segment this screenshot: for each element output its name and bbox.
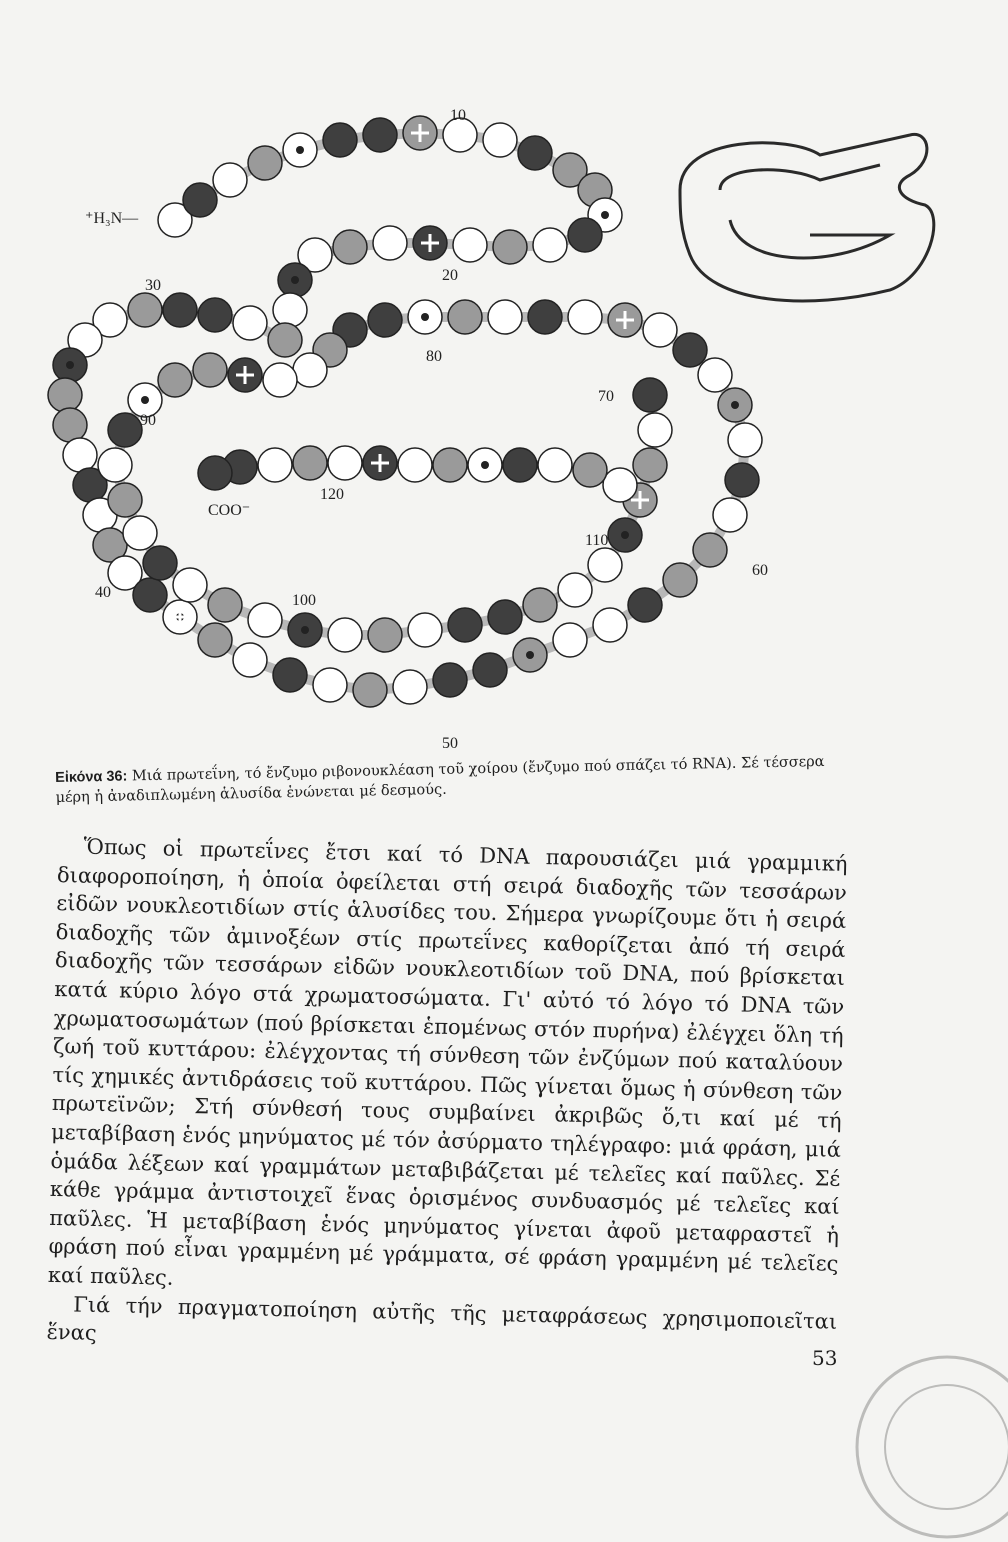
label-30: 30 [145, 277, 161, 294]
amino-acid-bead [273, 293, 307, 327]
amino-acid-bead [558, 573, 592, 607]
bead-dot-marker [481, 461, 489, 469]
amino-acid-bead [128, 293, 162, 327]
amino-acid-bead [183, 183, 217, 217]
label-90: 90 [140, 412, 156, 429]
amino-acid-bead [473, 653, 507, 687]
amino-acid-bead [198, 456, 232, 490]
amino-acid-bead [368, 618, 402, 652]
amino-acid-bead [728, 423, 762, 457]
bead-dot-marker [296, 146, 304, 154]
ribonuclease-figure [30, 95, 960, 775]
bead-dot-marker [421, 313, 429, 321]
label-20: 20 [442, 267, 458, 284]
label-80: 80 [426, 348, 442, 365]
label-50: 50 [442, 735, 458, 752]
amino-acid-bead [333, 230, 367, 264]
amino-acid-bead [538, 448, 572, 482]
amino-acid-bead [698, 358, 732, 392]
amino-acid-bead [638, 413, 672, 447]
bead-dot-marker [301, 626, 309, 634]
amino-acid-bead [633, 378, 667, 412]
amino-acid-bead [258, 448, 292, 482]
bead-dot-marker [601, 211, 609, 219]
amino-acid-bead [693, 533, 727, 567]
amino-acid-bead [248, 146, 282, 180]
amino-acid-bead [263, 363, 297, 397]
amino-acid-bead [488, 300, 522, 334]
amino-acid-bead [193, 353, 227, 387]
amino-acid-bead [568, 300, 602, 334]
amino-acid-bead [725, 463, 759, 497]
amino-acid-bead [98, 448, 132, 482]
amino-acid-bead [53, 408, 87, 442]
amino-acid-bead [293, 353, 327, 387]
caption-text: Μιά πρωτεΐνη, τό ἔνζυμο ριβονουκλέαση τοῦ χοίρου (ἔνζυμο πού σπάζει τό RNA). Σέ τέσσερα μέρη ἡ ἀναδιπλωμένη ἁλυσίδα ἑνώνεται μέ δεσμούς. [55, 753, 825, 806]
label-110: 110 [585, 532, 609, 549]
amino-acid-bead [368, 303, 402, 337]
amino-acid-bead [398, 448, 432, 482]
label-40: 40 [95, 584, 111, 601]
amino-acid-bead [123, 516, 157, 550]
amino-acid-bead [273, 658, 307, 692]
amino-acid-bead [328, 618, 362, 652]
amino-acid-bead [233, 643, 267, 677]
amino-acid-bead [628, 588, 662, 622]
amino-acid-bead [448, 608, 482, 642]
fold-sketch-outline [680, 134, 934, 301]
amino-acid-bead [213, 163, 247, 197]
amino-acid-bead [108, 413, 142, 447]
amino-acid-bead [163, 293, 197, 327]
amino-acid-bead [483, 123, 517, 157]
bead-dot-marker [141, 396, 149, 404]
amino-acid-bead [363, 118, 397, 152]
amino-acid-bead [663, 563, 697, 597]
label-60: 60 [752, 562, 768, 579]
amino-acid-bead [643, 313, 677, 347]
amino-acid-bead [198, 298, 232, 332]
amino-acid-bead [493, 230, 527, 264]
paragraph-2: Γιά τήν πραγματοποίηση αὐτῆς τῆς μεταφράσεως χρησιμοποιεῖται ἕνας [46, 1291, 838, 1346]
amino-acid-bead [528, 300, 562, 334]
paragraph-1: Ὅπως οἱ πρωτεΐνες ἔτσι καί τό DNA παρουσιάζει μιά γραμμική διαφοροποίηση, ἡ ὁποία ὀφείλεται στή σειρά διαδοχῆς τῶν τεσσάρων εἰδῶν νουκλεοτιδίων στίς ἁλυσίδες του. Σήμερα γνωρίζουμε ὅτι ἡ σειρά διαδοχῆς τῶν ἀμινοξέων στίς πρωτεΐνες καθορίζεται ἀπό τή σειρά διαδοχῆς τῶν τεσσάρων εἰδῶν νουκλεοτιδίων τοῦ DNA, πού βρίσκεται κατά κύριο λόγο στά χρωματοσώματα. Γι' αὐτό τό λόγο τό DNA τῶν χρωματοσωμάτων (πού βρίσκεται ἑπομένως στόν πυρήνα) ἐλέγχει ὅλη τή ζωή τοῦ κυττάρου: ἐλέγχοντας τή σύνθεση τῶν ἐνζύμων πού καταλύουν τίς χημικές ἀντιδράσεις τοῦ κυττάρου. Πῶς γίνεται ὅμως ἡ σύνθεση τῶν πρωτεϊνῶν; Στή σύνθεσή τους συμβαίνει ἀκριβῶς ὅ,τι καί μέ τή μεταβίβαση ἑνός μηνύματος μέ τόν ἀσύρματο τηλέγραφο: μιά φράση, μιά ὁμάδα λέξεων καί γραμμάτων μεταβιβάζεται μέ τελεῖες καί παῦλες. Σέ κάθε γράμμα ἀντιστοιχεῖ ἕνας ὁρισμένος συνδυασμός μέ τελεῖες καί παῦλες. Ἡ μεταβίβαση ἑνός μηνύματος γίνεται ἀφοῦ μεταφραστεῖ ἡ φράση πού εἶναι γραμμένη μέ γράμματα, σέ φράση γραμμένη μέ τελεῖες καί παῦλες. [47, 834, 848, 1290]
amino-acid-bead [408, 613, 442, 647]
label-10: 10 [450, 107, 466, 124]
amino-acid-bead [713, 498, 747, 532]
amino-acid-bead [198, 623, 232, 657]
amino-acid-bead [488, 600, 522, 634]
amino-acid-bead [673, 333, 707, 367]
amino-acid-bead [268, 323, 302, 357]
label-70: 70 [598, 388, 614, 405]
bead-dot-marker [291, 276, 299, 284]
amino-acid-bead [293, 446, 327, 480]
page-number: 53 [812, 1346, 838, 1370]
amino-acid-bead [233, 306, 267, 340]
fold-sketch-inner [720, 165, 890, 258]
amino-acid-bead [603, 468, 637, 502]
body-text [46, 832, 847, 1364]
amino-acid-bead [503, 448, 537, 482]
amino-acid-bead [108, 483, 142, 517]
amino-acid-bead [448, 300, 482, 334]
amino-acid-bead [573, 453, 607, 487]
amino-acid-bead [433, 663, 467, 697]
amino-acid-bead [323, 123, 357, 157]
library-stamp [852, 1352, 1008, 1542]
amino-acid-bead [133, 578, 167, 612]
amino-acid-bead [173, 568, 207, 602]
amino-acid-bead [373, 226, 407, 260]
caption-lead: Εἰκόνα 36: [55, 768, 128, 786]
label-120: 120 [320, 486, 344, 503]
bead-dot-marker [526, 651, 534, 659]
amino-acid-bead [353, 673, 387, 707]
bead-dot-marker [66, 361, 74, 369]
bead-dot-marker [731, 401, 739, 409]
bead-dot-marker [621, 531, 629, 539]
amino-acid-bead [313, 668, 347, 702]
amino-acid-bead [208, 588, 242, 622]
amino-acid-bead [568, 218, 602, 252]
label-100: 100 [292, 592, 316, 609]
amino-acid-bead [143, 546, 177, 580]
amino-acid-bead [48, 378, 82, 412]
amino-acid-bead [453, 228, 487, 262]
amino-acid-bead [63, 438, 97, 472]
amino-acid-bead [533, 228, 567, 262]
amino-acid-bead [393, 670, 427, 704]
amino-acid-bead [633, 448, 667, 482]
c-terminus-label: COO⁻ [208, 502, 251, 519]
amino-acid-bead [328, 446, 362, 480]
n-terminus-label: ⁺H₃N— [85, 210, 139, 227]
amino-acid-bead [158, 363, 192, 397]
amino-acid-bead [523, 588, 557, 622]
amino-acid-bead [588, 548, 622, 582]
amino-acid-bead [433, 448, 467, 482]
amino-acid-bead [553, 623, 587, 657]
amino-acid-bead [518, 136, 552, 170]
